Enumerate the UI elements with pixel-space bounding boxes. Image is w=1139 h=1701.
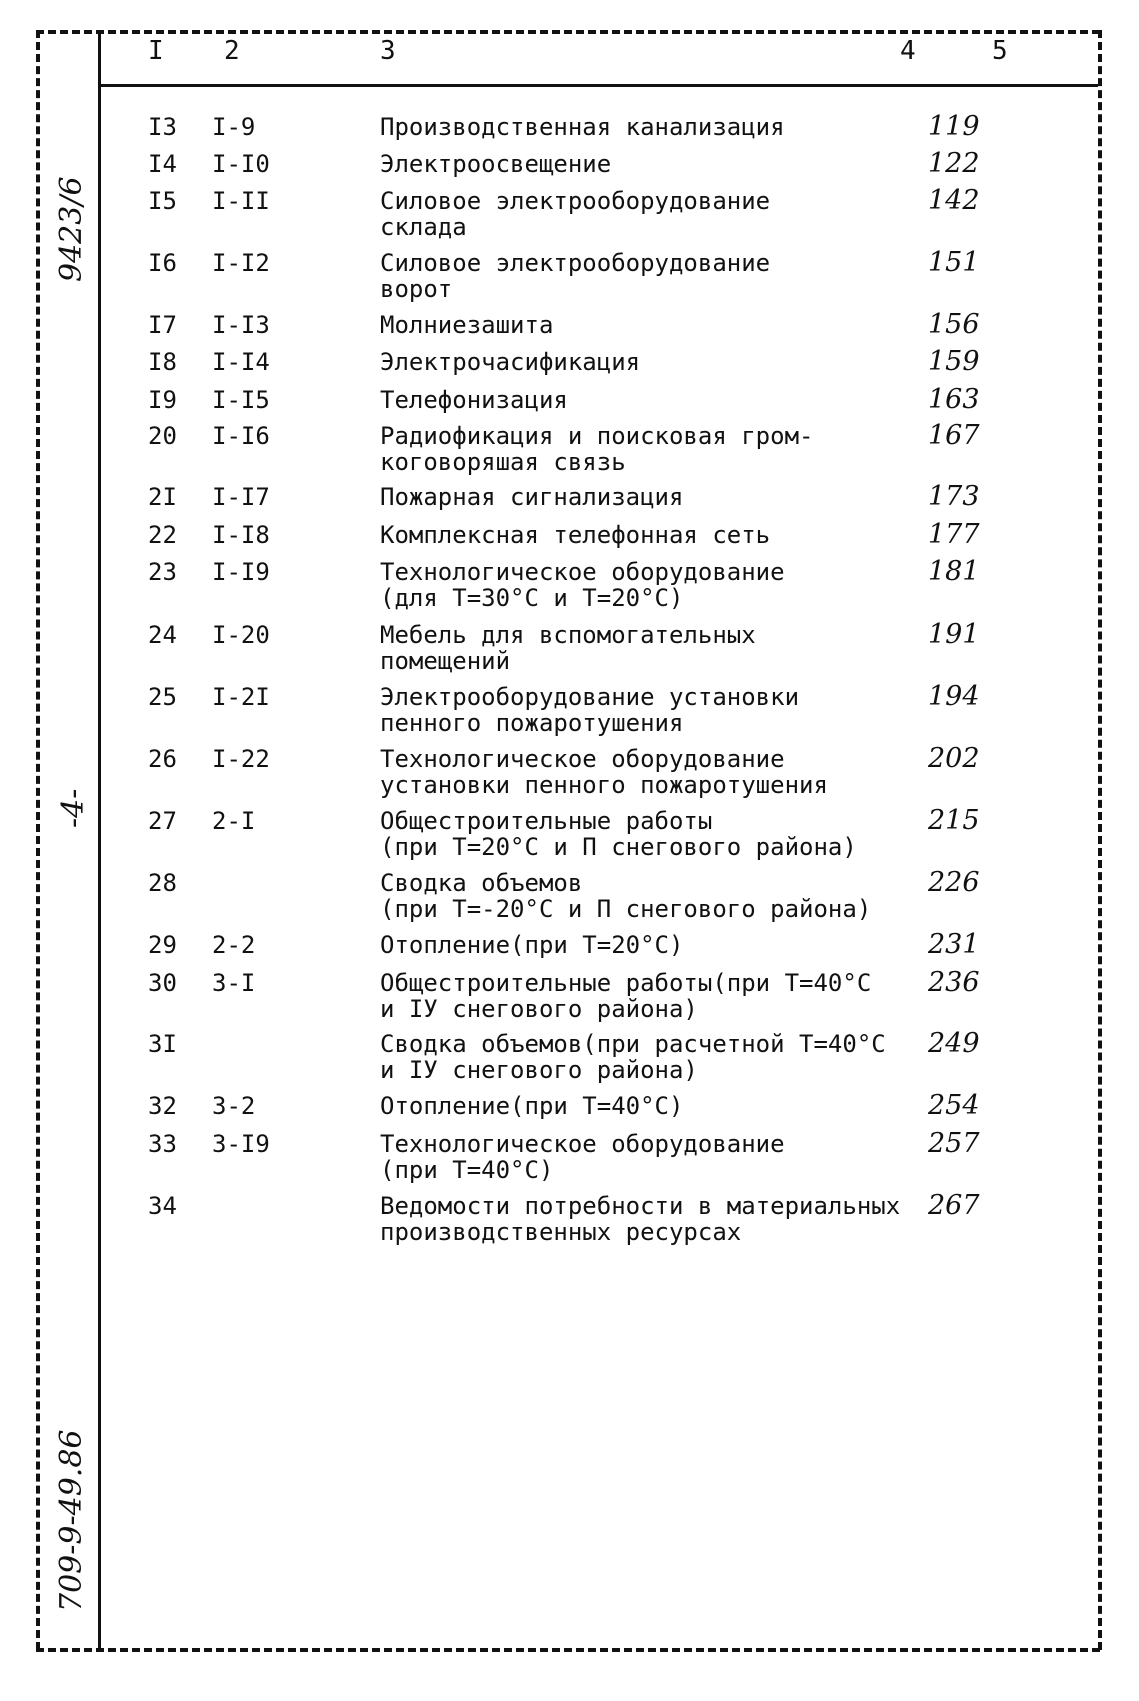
margin-project-code: 709-9-49.86	[54, 1429, 89, 1612]
row-title: Комплексная телефонная сеть	[380, 521, 771, 549]
section-code: 2-2	[212, 931, 256, 959]
column-header-4: 4	[900, 36, 916, 66]
row-title: Общестроительные работы(при Т=40°С и IУ снегового района)	[380, 969, 872, 1023]
row-number: 24	[148, 621, 177, 649]
row-title: Силовое электрооборудование ворот	[380, 249, 771, 303]
row-title: Электрооборудование установки пенного пожаротушения	[380, 683, 800, 737]
section-code: I-I9	[212, 558, 270, 586]
page-number: 236	[928, 967, 980, 998]
row-title: Сводка объемов (при Т=-20°С и П снегового района)	[380, 869, 872, 923]
page-number: 119	[928, 111, 980, 142]
frame-left-border	[36, 30, 40, 1650]
row-number: 27	[148, 807, 177, 835]
row-number: I3	[148, 113, 177, 141]
section-code: I-I6	[212, 422, 270, 450]
section-code: I-I4	[212, 348, 270, 376]
margin-doc-code: 9423/6	[54, 176, 89, 282]
row-number: I9	[148, 386, 177, 414]
page-number: 163	[928, 384, 980, 415]
row-number: 28	[148, 869, 177, 897]
row-title: Сводка объемов(при расчетной Т=40°С и IУ снегового района)	[380, 1030, 886, 1084]
section-code: I-I7	[212, 483, 270, 511]
row-number: I6	[148, 249, 177, 277]
frame-bottom-border	[36, 1648, 1100, 1652]
row-title: Технологическое оборудование (для Т=30°С и Т=20°С)	[380, 558, 785, 612]
margin-divider	[98, 34, 101, 1650]
row-title: Технологическое оборудование установки пенного пожаротушения	[380, 745, 828, 799]
column-header-2: 2	[224, 36, 240, 66]
row-number: 20	[148, 422, 177, 450]
section-code: 3-I	[212, 969, 256, 997]
page-number: 194	[928, 681, 980, 712]
row-title: Пожарная сигнализация	[380, 483, 684, 511]
section-code: I-20	[212, 621, 270, 649]
section-code: I-I8	[212, 521, 270, 549]
row-title: Отопление(при Т=20°С)	[380, 931, 684, 959]
page-number: 254	[928, 1090, 980, 1121]
row-number: 32	[148, 1092, 177, 1120]
section-code: I-II	[212, 187, 270, 215]
row-title: Мебель для вспомогательных помещений	[380, 621, 756, 675]
section-code: 2-I	[212, 807, 256, 835]
page-number: 173	[928, 481, 980, 512]
section-code: 3-I9	[212, 1130, 270, 1158]
frame-right-border	[1098, 30, 1102, 1650]
row-number: 22	[148, 521, 177, 549]
row-title: Силовое электрооборудование склада	[380, 187, 771, 241]
page-number: 122	[928, 148, 980, 179]
row-title: Электроосвещение	[380, 150, 612, 178]
row-number: I7	[148, 311, 177, 339]
row-number: I5	[148, 187, 177, 215]
section-code: I-9	[212, 113, 256, 141]
page-number: 167	[928, 420, 980, 451]
page-number: 202	[928, 743, 980, 774]
row-number: 34	[148, 1192, 177, 1220]
row-title: Молниезашита	[380, 311, 554, 339]
section-code: I-22	[212, 745, 270, 773]
page-number: 215	[928, 805, 980, 836]
page-number: 177	[928, 519, 980, 550]
frame-top-border	[36, 30, 1100, 34]
row-title: Электрочасификация	[380, 348, 641, 376]
row-title: Технологическое оборудование (при Т=40°С)	[380, 1130, 785, 1184]
row-title: Ведомости потребности в материальных производственных ресурсах	[380, 1192, 901, 1246]
row-title: Телефонизация	[380, 386, 568, 414]
row-number: I8	[148, 348, 177, 376]
page-number: 249	[928, 1028, 980, 1059]
row-title: Отопление(при Т=40°С)	[380, 1092, 684, 1120]
header-divider	[100, 84, 1098, 87]
page-number: 151	[928, 247, 980, 278]
column-header-5: 5	[992, 36, 1008, 66]
margin-page-number: -4-	[56, 788, 91, 828]
row-number: 29	[148, 931, 177, 959]
page-number: 191	[928, 619, 980, 650]
page-number: 156	[928, 309, 980, 340]
page-number: 226	[928, 867, 980, 898]
row-title: Общестроительные работы (при Т=20°С и П снегового района)	[380, 807, 857, 861]
column-header-3: 3	[380, 36, 396, 66]
section-code: 3-2	[212, 1092, 256, 1120]
column-header-1: I	[148, 36, 164, 66]
row-number: I4	[148, 150, 177, 178]
section-code: I-I5	[212, 386, 270, 414]
section-code: I-I0	[212, 150, 270, 178]
row-number: 30	[148, 969, 177, 997]
page-number: 231	[928, 929, 980, 960]
page-number: 159	[928, 346, 980, 377]
section-code: I-2I	[212, 683, 270, 711]
page-number: 181	[928, 556, 980, 587]
row-number: 26	[148, 745, 177, 773]
row-title: Производственная канализация	[380, 113, 785, 141]
row-number: 25	[148, 683, 177, 711]
page-number: 267	[928, 1190, 980, 1221]
section-code: I-I3	[212, 311, 270, 339]
section-code: I-I2	[212, 249, 270, 277]
page-number: 142	[928, 185, 980, 216]
row-number: 23	[148, 558, 177, 586]
row-title: Радиофикация и поисковая гром- коговоряшая связь	[380, 422, 814, 476]
row-number: 33	[148, 1130, 177, 1158]
row-number: 3I	[148, 1030, 177, 1058]
page-number: 257	[928, 1128, 980, 1159]
row-number: 2I	[148, 483, 177, 511]
